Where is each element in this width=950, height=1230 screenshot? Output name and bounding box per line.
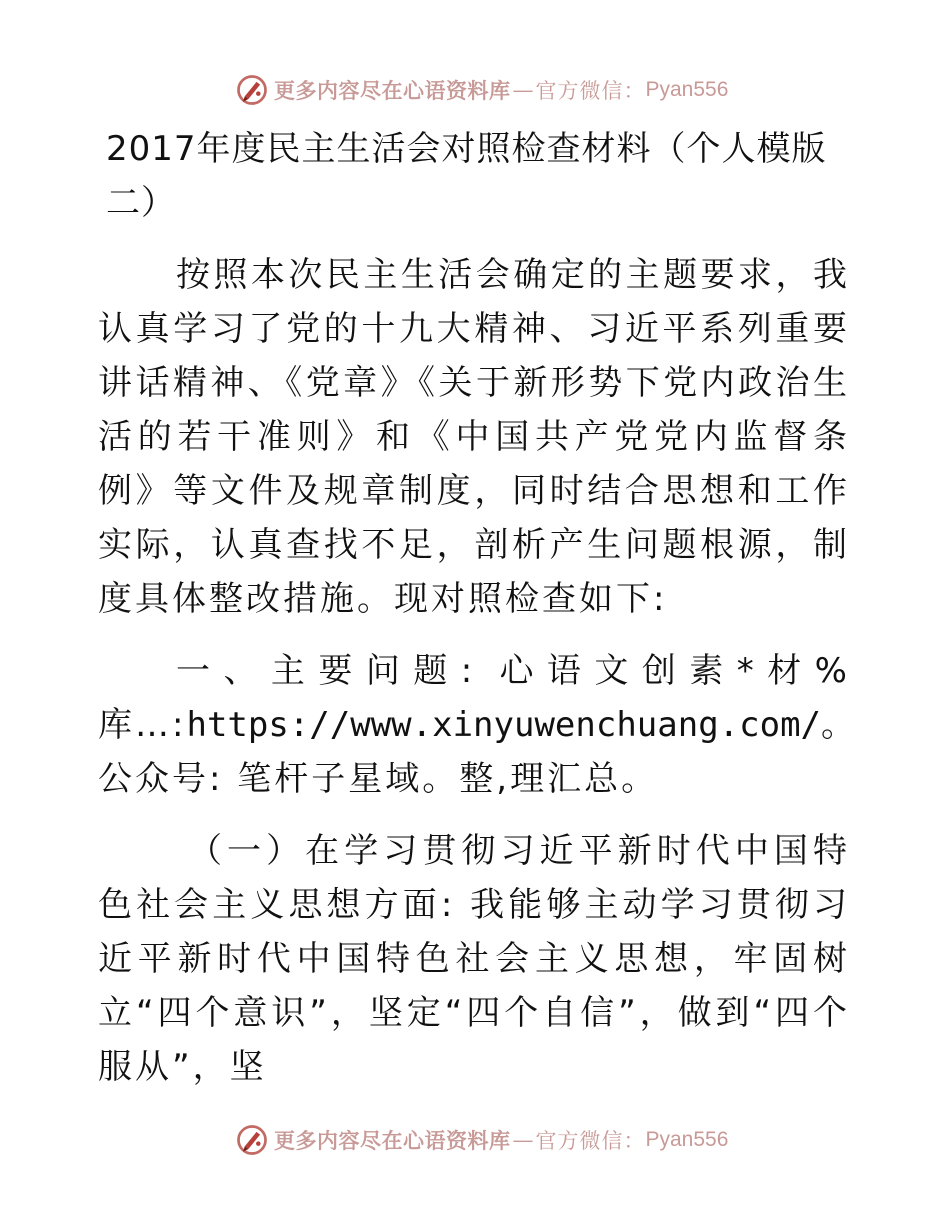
watermark-wechat-label: 官方微信： [535, 1129, 646, 1153]
watermark-text: 更多内容尽在心语资料库 [274, 1128, 511, 1153]
section-1-url: https://www.xinyuwenchuang.com/ [186, 705, 822, 745]
pen-logo-icon [234, 1122, 270, 1158]
subsection-1-paragraph: （一）在学习贯彻习近平新时代中国特色社会主义思想方面: 我能够主动学习贯彻习近平新时代中国特色社会主义思想，牢固树立“四个意识”，坚定“四个自信”，做到“四个服从”，坚 [98, 831, 850, 1087]
document-body [98, 122, 859, 1094]
pen-logo-icon [234, 72, 270, 108]
section-1-suffix: 。公众号: 笔杆子星域。整,理汇总。 [98, 705, 859, 799]
section-1-heading [98, 644, 859, 806]
section-1-prefix: 一、主要问题: 心语文创素*材%库…: [98, 651, 850, 745]
intro-paragraph: 按照本次民主生活会确定的主题要求，我认真学习了党的十九大精神、习近平系列重要讲话精神、《党章》《关于新形势下党内政治生活的若干准则》和《中国共产党党内监督条例》等文件及规章制度，同时结合思想和工作实际，认真查找不足，剖析产生问题根源，制度具体整改措施。现对照检查如下: [98, 255, 850, 619]
document-title: 2017年度民主生活会对照检查材料（个人模版二） [106, 129, 827, 223]
watermark-banner-top [234, 70, 728, 110]
watermark-dash: — [512, 78, 534, 102]
watermark-text: 更多内容尽在心语资料库 [274, 78, 511, 103]
watermark-banner-bottom [234, 1120, 728, 1160]
watermark-wechat-id: Pyan556 [645, 78, 729, 101]
watermark-dash: — [512, 1128, 534, 1152]
watermark-wechat-label: 官方微信： [535, 79, 646, 103]
watermark-wechat-id: Pyan556 [645, 1128, 729, 1151]
